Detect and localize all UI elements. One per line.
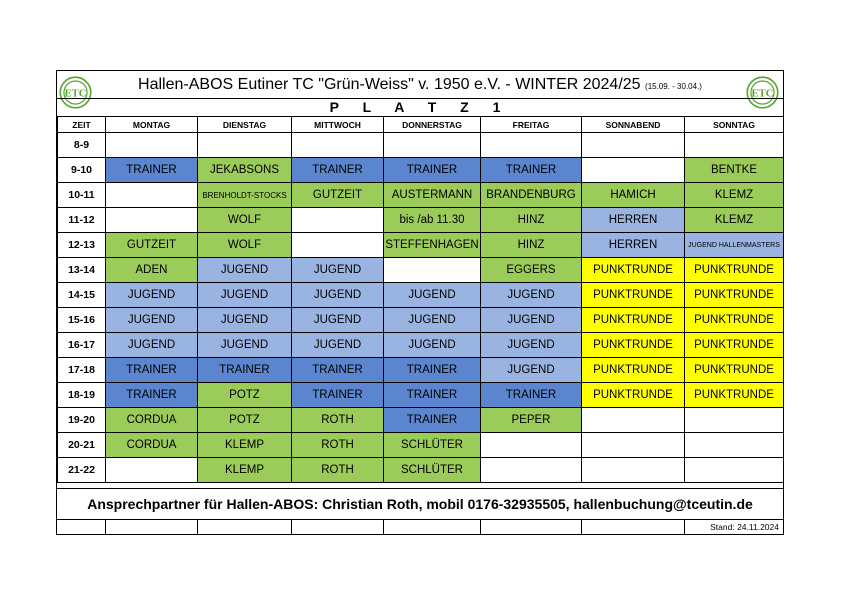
booking-cell: TRAINER <box>384 358 481 383</box>
booking-cell: HAMICH <box>582 183 685 208</box>
table-row <box>58 358 784 383</box>
booking-cell <box>481 133 582 158</box>
booking-cell <box>685 408 784 433</box>
booking-cell <box>685 458 784 483</box>
booking-cell: HERREN <box>582 233 685 258</box>
page-title <box>57 71 783 98</box>
time-slot: 13-14 <box>58 258 106 283</box>
booking-cell: JUGEND <box>106 283 198 308</box>
schedule-table <box>57 116 784 483</box>
booking-cell: WOLF <box>198 208 292 233</box>
booking-cell: ADEN <box>106 258 198 283</box>
booking-cell: JUGEND <box>384 283 481 308</box>
stand-date: Stand: 24.11.2024 <box>710 522 779 532</box>
booking-cell: PUNKTRUNDE <box>582 283 685 308</box>
booking-cell: PUNKTRUNDE <box>685 283 784 308</box>
booking-cell: PUNKTRUNDE <box>685 308 784 333</box>
booking-cell: JUGEND <box>198 308 292 333</box>
booking-cell: HINZ <box>481 233 582 258</box>
booking-cell: PUNKTRUNDE <box>582 258 685 283</box>
booking-cell <box>384 258 481 283</box>
booking-cell <box>685 433 784 458</box>
booking-cell: TRAINER <box>481 383 582 408</box>
time-slot: 15-16 <box>58 308 106 333</box>
time-slot: 12-13 <box>58 233 106 258</box>
time-slot: 9-10 <box>58 158 106 183</box>
booking-cell: JUGEND <box>481 333 582 358</box>
booking-cell <box>582 158 685 183</box>
booking-cell: TRAINER <box>292 358 384 383</box>
booking-cell <box>106 183 198 208</box>
schedule-frame <box>56 70 784 535</box>
booking-cell: JEKABSONS <box>198 158 292 183</box>
time-slot: 18-19 <box>58 383 106 408</box>
booking-cell: JUGEND <box>292 333 384 358</box>
table-row <box>58 283 784 308</box>
table-row <box>58 408 784 433</box>
booking-cell: STEFFENHAGEN <box>384 233 481 258</box>
booking-cell: JUGEND <box>292 258 384 283</box>
column-header-sonntag: SONNTAG <box>685 117 784 133</box>
booking-cell: TRAINER <box>106 158 198 183</box>
booking-cell: JUGEND <box>106 308 198 333</box>
booking-cell: TRAINER <box>384 383 481 408</box>
booking-cell: PUNKTRUNDE <box>685 258 784 283</box>
table-row <box>58 383 784 408</box>
booking-cell: POTZ <box>198 408 292 433</box>
booking-cell: CORDUA <box>106 408 198 433</box>
booking-cell: TRAINER <box>198 358 292 383</box>
booking-cell: AUSTERMANN <box>384 183 481 208</box>
table-row <box>58 433 784 458</box>
booking-cell: TRAINER <box>384 158 481 183</box>
time-slot: 20-21 <box>58 433 106 458</box>
table-row <box>58 233 784 258</box>
time-slot: 14-15 <box>58 283 106 308</box>
booking-cell <box>481 433 582 458</box>
booking-cell: TRAINER <box>481 158 582 183</box>
booking-cell: bis /ab 11.30 <box>384 208 481 233</box>
column-header-donnerstag: DONNERSTAG <box>384 117 481 133</box>
booking-cell: GUTZEIT <box>292 183 384 208</box>
time-slot: 19-20 <box>58 408 106 433</box>
booking-cell: TRAINER <box>106 383 198 408</box>
booking-cell: JUGEND <box>198 283 292 308</box>
booking-cell <box>582 458 685 483</box>
booking-cell <box>292 208 384 233</box>
booking-cell: KLEMZ <box>685 208 784 233</box>
booking-cell: POTZ <box>198 383 292 408</box>
booking-cell: BRENHOLDT-STOCKS <box>198 183 292 208</box>
booking-cell: KLEMP <box>198 433 292 458</box>
logo-text: ETC <box>751 87 774 100</box>
booking-cell: TRAINER <box>292 383 384 408</box>
booking-cell: ROTH <box>292 433 384 458</box>
booking-cell: JUGEND <box>106 333 198 358</box>
booking-cell: SCHLÜTER <box>384 433 481 458</box>
booking-cell <box>582 133 685 158</box>
booking-cell: HINZ <box>481 208 582 233</box>
column-header-dienstag: DIENSTAG <box>198 117 292 133</box>
booking-cell: PUNKTRUNDE <box>582 383 685 408</box>
booking-cell: JUGEND <box>198 333 292 358</box>
booking-cell: JUGEND <box>384 333 481 358</box>
column-header-freitag: FREITAG <box>481 117 582 133</box>
booking-cell <box>685 133 784 158</box>
booking-cell <box>106 208 198 233</box>
booking-cell: PUNKTRUNDE <box>582 333 685 358</box>
booking-cell: ROTH <box>292 458 384 483</box>
table-row <box>58 208 784 233</box>
time-slot: 11-12 <box>58 208 106 233</box>
booking-cell: HERREN <box>582 208 685 233</box>
season-period: (15.09. - 30.04.) <box>645 82 702 91</box>
booking-cell: KLEMZ <box>685 183 784 208</box>
booking-cell: GUTZEIT <box>106 233 198 258</box>
booking-cell <box>292 133 384 158</box>
title-text: Hallen-ABOS Eutiner TC "Grün-Weiss" v. 1950 e.V. - WINTER 2024/25 <box>138 76 641 93</box>
column-header-zeit: ZEIT <box>58 117 106 133</box>
time-slot: 17-18 <box>58 358 106 383</box>
column-header-mittwoch: MITTWOCH <box>292 117 384 133</box>
booking-cell <box>582 433 685 458</box>
booking-cell: JUGEND <box>384 308 481 333</box>
column-header-montag: MONTAG <box>106 117 198 133</box>
table-header-row <box>58 117 784 133</box>
booking-cell: PUNKTRUNDE <box>685 358 784 383</box>
booking-cell: JUGEND <box>481 283 582 308</box>
booking-cell <box>198 133 292 158</box>
booking-cell <box>582 408 685 433</box>
booking-cell: BRANDENBURG <box>481 183 582 208</box>
booking-cell: JUGEND <box>292 283 384 308</box>
table-row <box>58 158 784 183</box>
booking-cell: TRAINER <box>384 408 481 433</box>
booking-cell: JUGEND <box>481 358 582 383</box>
booking-cell <box>106 458 198 483</box>
table-row <box>58 333 784 358</box>
booking-cell <box>106 133 198 158</box>
booking-cell: ROTH <box>292 408 384 433</box>
logo-text: ETC <box>64 87 87 100</box>
time-slot: 21-22 <box>58 458 106 483</box>
table-row <box>58 458 784 483</box>
contact-info: Ansprechpartner für Hallen-ABOS: Christian Roth, mobil 0176-32935505, hallenbuchung@tceutin.de <box>57 488 783 520</box>
booking-cell: CORDUA <box>106 433 198 458</box>
booking-cell: PUNKTRUNDE <box>685 383 784 408</box>
booking-cell: JUGEND <box>198 258 292 283</box>
booking-cell: PUNKTRUNDE <box>685 333 784 358</box>
table-row <box>58 308 784 333</box>
booking-cell: SCHLÜTER <box>384 458 481 483</box>
table-row <box>58 258 784 283</box>
booking-cell: PUNKTRUNDE <box>582 308 685 333</box>
booking-cell: EGGERS <box>481 258 582 283</box>
booking-cell: KLEMP <box>198 458 292 483</box>
table-row <box>58 183 784 208</box>
booking-cell: WOLF <box>198 233 292 258</box>
booking-cell: JUGEND <box>481 308 582 333</box>
time-slot: 16-17 <box>58 333 106 358</box>
time-slot: 10-11 <box>58 183 106 208</box>
booking-cell <box>384 133 481 158</box>
table-row <box>58 133 784 158</box>
time-slot: 8-9 <box>58 133 106 158</box>
court-label: P L A T Z 1 <box>57 98 783 116</box>
booking-cell: PUNKTRUNDE <box>582 358 685 383</box>
booking-cell: PEPER <box>481 408 582 433</box>
column-header-sonnabend: SONNABEND <box>582 117 685 133</box>
booking-cell <box>481 458 582 483</box>
booking-cell: BENTKE <box>685 158 784 183</box>
booking-cell: TRAINER <box>106 358 198 383</box>
booking-cell: JUGEND HALLENMASTERS <box>685 233 784 258</box>
booking-cell: TRAINER <box>292 158 384 183</box>
footer-row <box>57 519 783 535</box>
booking-cell <box>292 233 384 258</box>
booking-cell: JUGEND <box>292 308 384 333</box>
table-body <box>58 133 784 483</box>
